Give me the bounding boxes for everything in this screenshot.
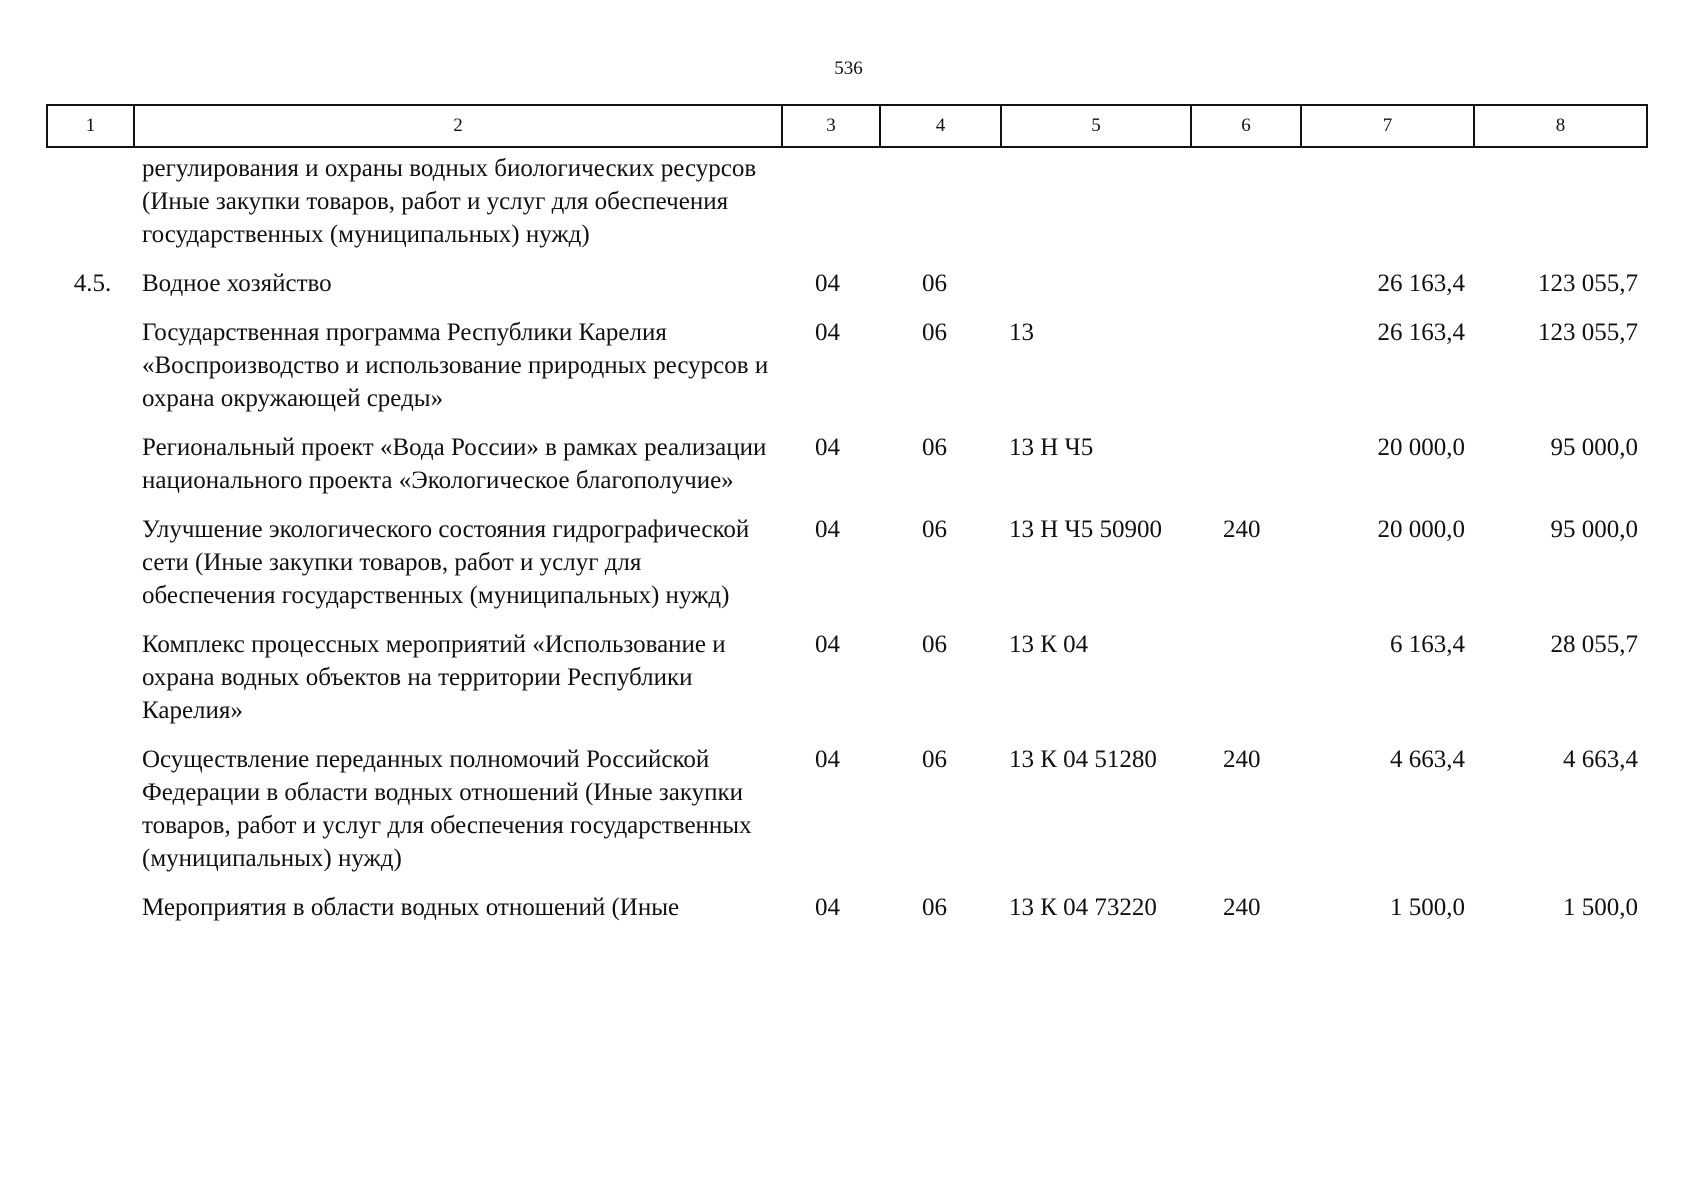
row-expense-type [1190,316,1300,415]
row-amount-2: 123 055,7 [1538,270,1638,297]
row-name: Региональный проект «Вода России» в рамках реализации национального проекта «Экологическое благополучие» [142,434,767,494]
header-col-2: 2 [134,105,782,147]
table-row [46,628,1646,727]
row-name: Комплекс процессных мероприятий «Использование и охрана водных объектов на территории Республики Карелия» [142,631,726,724]
header-col-8: 8 [1474,105,1647,147]
table-body [46,152,1646,940]
table-row [46,891,1646,924]
row-subsection: 06 [922,746,947,773]
header-col-5: 5 [1001,105,1191,147]
row-amount-1: 6 163,4 [1390,631,1465,658]
row-amount-1 [1300,152,1473,251]
row-target-code: 13 [1009,319,1034,346]
row-expense-type [1190,628,1300,727]
row-subsection: 06 [922,894,947,921]
row-section: 04 [815,434,840,461]
row-expense-type: 240 [1223,894,1261,921]
table-row [46,513,1646,612]
row-section: 04 [815,894,840,921]
row-number [46,513,133,612]
header-col-6: 6 [1191,105,1301,147]
row-name: Государственная программа Республики Карелия «Воспроизводство и использование природных ресурсов и охрана окружающей среды» [142,319,769,412]
table-row [46,431,1646,497]
row-amount-2: 4 663,4 [1563,746,1638,773]
row-section: 04 [815,270,840,297]
row-section: 04 [815,746,840,773]
row-section: 04 [815,631,840,658]
row-section: 04 [815,319,840,346]
row-expense-type [1190,267,1300,300]
row-target-code: 13 Н Ч5 [1009,434,1094,461]
row-amount-2: 28 055,7 [1550,631,1638,658]
row-target-code [1000,152,1190,251]
row-subsection: 06 [922,319,947,346]
row-number: 4.5. [73,270,112,297]
header-col-1: 1 [47,105,134,147]
row-section [781,152,879,251]
row-name: Осуществление переданных полномочий Российской Федерации в области водных отношений (Иные закупки товаров, работ и услуг для обеспечения государственных (муниципальных) нужд) [142,746,752,872]
page-number: 536 [834,58,863,79]
row-amount-2: 95 000,0 [1550,434,1638,461]
row-amount-2: 1 500,0 [1563,894,1638,921]
row-expense-type: 240 [1223,516,1261,543]
row-expense-type [1190,431,1300,497]
row-amount-1: 1 500,0 [1390,894,1465,921]
row-section: 04 [815,516,840,543]
table-row [46,152,1646,251]
row-amount-1: 20 000,0 [1377,434,1465,461]
row-subsection [879,152,1000,251]
row-target-code: 13 К 04 73220 [1009,894,1157,921]
row-amount-1: 26 163,4 [1377,270,1465,297]
row-number [46,316,133,415]
row-subsection: 06 [922,516,947,543]
row-subsection: 06 [922,631,947,658]
row-number [46,628,133,727]
header-col-3: 3 [782,105,880,147]
row-number [46,743,133,875]
row-number [46,431,133,497]
row-amount-2 [1473,152,1646,251]
row-expense-type [1190,152,1300,251]
header-col-7: 7 [1301,105,1474,147]
table-row [46,316,1646,415]
row-name: Мероприятия в области водных отношений (Иные [142,894,680,921]
header-col-4: 4 [880,105,1001,147]
table-header [46,104,1648,148]
table-row [46,267,1646,300]
row-amount-1: 26 163,4 [1377,319,1465,346]
row-target-code: 13 К 04 [1009,631,1089,658]
row-name: Улучшение экологического состояния гидрографической сети (Иные закупки товаров, работ и услуг для обеспечения государственных (муниципальных) нужд) [142,516,750,609]
table-row [46,743,1646,875]
row-amount-2: 95 000,0 [1550,516,1638,543]
row-target-code: 13 К 04 51280 [1009,746,1157,773]
row-target-code: 13 Н Ч5 50900 [1009,516,1163,543]
row-number [46,152,133,251]
row-number [46,891,133,924]
row-expense-type: 240 [1223,746,1261,773]
row-amount-2: 123 055,7 [1538,319,1638,346]
row-name: Водное хозяйство [142,270,332,297]
row-subsection: 06 [922,434,947,461]
row-amount-1: 20 000,0 [1377,516,1465,543]
row-subsection: 06 [922,270,947,297]
row-name: регулирования и охраны водных биологических ресурсов (Иные закупки товаров, работ и услуг для обеспечения государственных (муниципальных) нужд) [142,155,757,248]
row-amount-1: 4 663,4 [1390,746,1465,773]
row-target-code [1000,267,1190,300]
